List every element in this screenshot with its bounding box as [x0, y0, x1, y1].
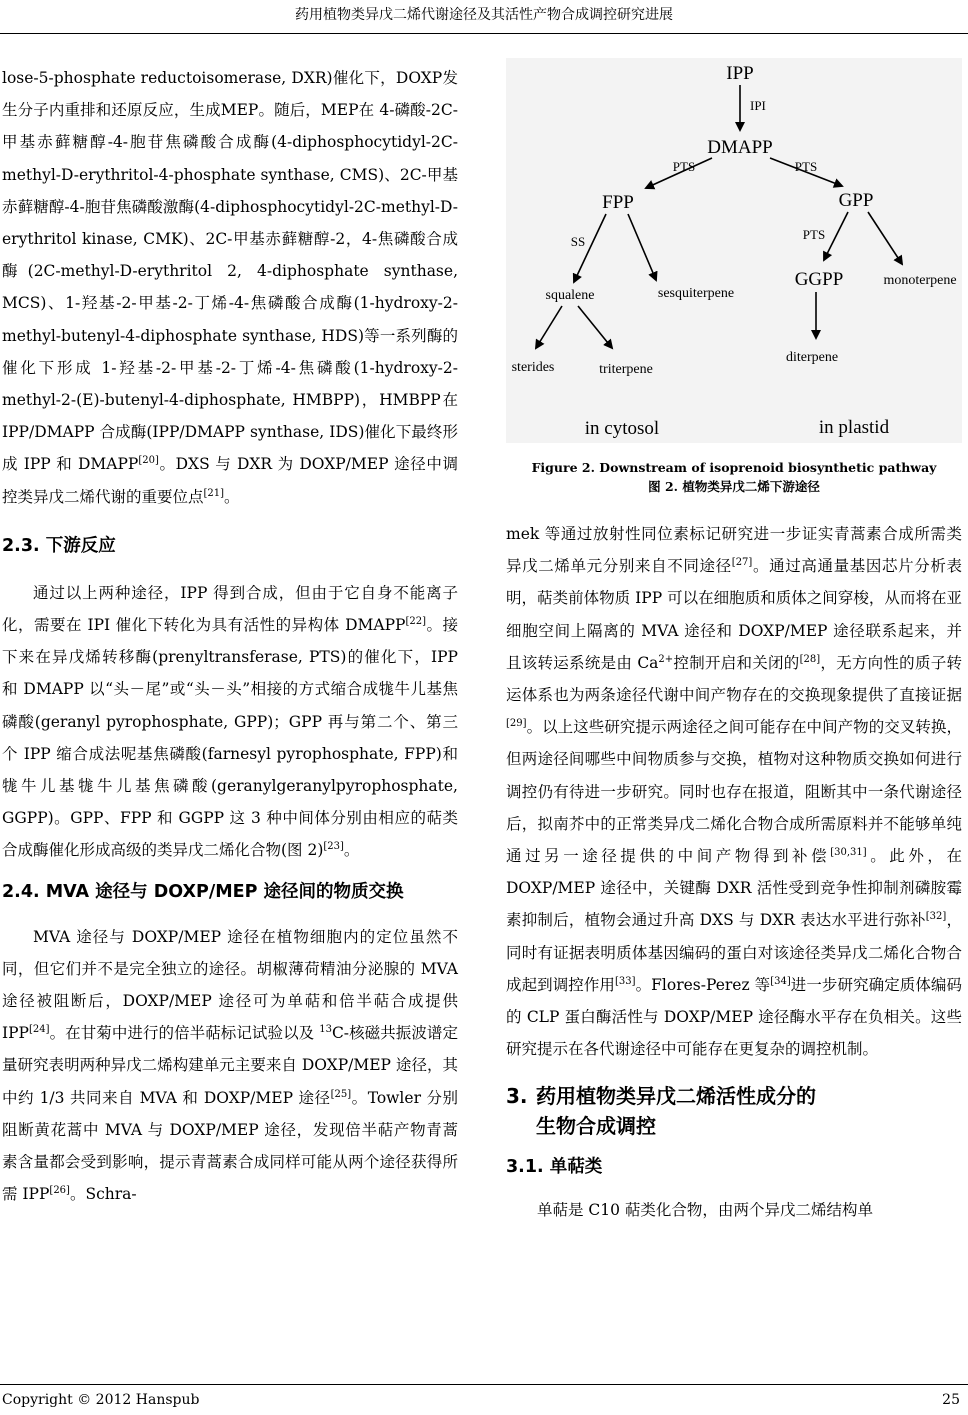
paragraph-monoterpenes: 单萜是 C10 萜类化合物，由两个异戊二烯结构单: [537, 1200, 873, 1219]
journal-title: 药用植物类异戊二烯代谢途径及其活性产物合成调控研究进展: [295, 7, 673, 23]
ion-charge-superscript: 2+: [658, 653, 674, 665]
node-squalene: squalene: [545, 288, 595, 303]
citation[interactable]: [27]: [731, 557, 753, 569]
enzyme-ipi: IPI: [750, 98, 766, 113]
running-head: [0, 0, 968, 34]
citation[interactable]: [33]: [614, 975, 636, 987]
left-column: [2, 62, 458, 1211]
enzyme-ss: SS: [570, 234, 586, 249]
enzyme-pts-ggpp: PTS: [802, 227, 826, 242]
section-heading-3-1: 3.1. 单萜类: [506, 1157, 603, 1178]
page-number: 25: [942, 1392, 960, 1408]
citation[interactable]: [25]: [330, 1088, 352, 1100]
enzyme-pts-left: PTS: [672, 159, 696, 174]
node-triterpene: triterpene: [599, 362, 653, 377]
node-ggpp: GGPP: [794, 269, 844, 290]
figure-caption: [506, 458, 962, 496]
node-dmapp: DMAPP: [707, 137, 773, 158]
figure-2-pathway-diagram: [506, 58, 962, 458]
figure-caption-en: Figure 2. Downstream of isoprenoid biosynthetic pathway: [531, 460, 937, 475]
node-ipp: IPP: [726, 63, 754, 84]
node-monoterpene: monoterpene: [883, 273, 957, 288]
section-title-line2: 生物合成调控: [536, 1114, 656, 1139]
citation[interactable]: [28]: [799, 653, 821, 665]
node-diterpene: diterpene: [785, 350, 839, 365]
section-heading-2-4: 2.4. MVA 途径与 DOXP/MEP 途径间的物质交换: [2, 881, 404, 902]
pathway-svg: [506, 58, 962, 458]
paragraph-downstream: 通过以上两种途径，IPP 得到合成，但由于它自身不能离子化，需要在 IPI 催化下转化为具有活性的异构体 DMAPP[22]。接下来在异戊烯转移酶(prenyltransferase, PTS)的催化下，IPP 和 DMAPP 以“头－尾”或“头－头”相接的方式缩合成牻牛儿基焦磷酸(geranyl pyrophosphate, GPP)；GPP 再与第二个、第三个 IPP 缩合成法呢基焦磷酸(farnesyl pyrophosphate, FPP)和牻牛儿基牻牛儿基焦磷酸(geranylgeranylpyrophosphate, GGPP)。GPP、FPP 和 GGPP 这 3 种中间体分别由相应的萜类合成酶催化形成高级的类异戊二烯化合物(图 2)[23]。: [2, 583, 458, 860]
citation[interactable]: [26]: [49, 1185, 70, 1197]
enzyme-pts-right: PTS: [794, 159, 818, 174]
citation[interactable]: [24]: [28, 1024, 50, 1036]
page-footer: [0, 1384, 968, 1415]
node-fpp: FPP: [602, 192, 634, 213]
section-number: 3.: [506, 1084, 528, 1109]
paragraph-mep-enzymes: lose-5-phosphate reductoisomerase, DXR)催化下，DOXP发生分子内重排和还原反应，生成MEP。随后，MEP在 4-磷酸-2C-甲基赤藓糖醇-4-胞苷焦磷酸合成酶(4-diphosphocytidyl-2C-methyl-D-erythritol-4-phosphate synthase, CMS)、2C-甲基赤藓糖醇-4-胞苷焦磷酸激酶(4-diphosphocytidyl-2C-methyl-D-erythritol kinase, CMK)、2C-甲基赤藓糖醇-2，4-焦磷酸合成酶(2C-methyl-D-erythritol 2, 4-diphosphate synthase, MCS)、1-羟基-2-甲基-2-丁烯-4-焦磷酸合成酶(1-hydroxy-2-methyl-butenyl-4-diphosphate synthase, HDS)等一系列酶的催化下形成 1-羟基-2-甲基-2-丁烯-4-焦磷酸(1-hydroxy-2-methyl-2-(E)-butenyl-4-diphosphate, HMBPP)，HMBPP在 IPP/DMAPP 合成酶(IPP/DMAPP synthase, IDS)催化下最终形成 IPP 和 DMAPP[20]。DXS 与 DXR 为 DOXP/MEP 途径中调控类异戊二烯代谢的重要位点[21]。: [2, 69, 458, 506]
node-gpp: GPP: [838, 190, 874, 211]
citation[interactable]: [29]: [506, 718, 527, 730]
isotope-superscript: 13: [319, 1024, 332, 1036]
citation[interactable]: [34]: [770, 975, 791, 987]
location-plastid: in plastid: [818, 417, 890, 438]
copyright: Copyright © 2012 Hanspub: [2, 1392, 200, 1408]
section-heading-2-3: 2.3. 下游反应: [2, 535, 116, 556]
paragraph-exchange-continued: mek 等通过放射性同位素标记研究进一步证实青蒿素合成所需类异戊二烯单元分别来自不同途径[27]。通过高通量基因芯片分析表明，萜类前体物质 IPP 可以在细胞质和质体之间穿梭，从而将在亚细胞空间上隔离的 MVA 途径和 DOXP/MEP 途径联系起来，并且该转运系统是由 $Ca^{2+}$控制开启和关闭的[28]，无方向性的质子转运体系也为两条途径代谢中间产物存在的交换现象提供了直接证据[29]。以上这些研究提示两途径之间可能存在中间产物的交叉转换，但两途径间哪些中间物质参与交换，植物对这种物质交换如何进行调控仍有待进一步研究。同时也存在报道，阻断其中一条代谢途径后，拟南芥中的正常类异戊二烯化合物合成所需原料并不能够单纯通过另一途径提供的中间产物得到补偿[30,31]。此外，在 DOXP/MEP 途径中，关键酶 DXR 活性受到竞争性抑制剂磷胺霉素抑制后，植物会通过升高 DXS 与 DXR 表达水平进行弥补[32]，同时有证据表明质体基因编码的蛋白对该途径类异戊二烯化合物合成起到调控作用[33]。Flores-Perez 等[34]进一步研究确定质体编码的 CLP 蛋白酶活性与 DOXP/MEP 途径酶水平存在负相关。这些研究提示在各代谢途径中可能存在更复杂的调控机制。: [506, 525, 962, 1059]
section-title-line1: 药用植物类异戊二烯活性成分的: [536, 1084, 816, 1109]
citation[interactable]: [22]: [405, 615, 426, 627]
location-cytosol: in cytosol: [584, 418, 660, 439]
node-sterides: sterides: [511, 360, 555, 375]
citation[interactable]: [30,31]: [830, 846, 867, 858]
paragraph-exchange: MVA 途径与 DOXP/MEP 途径在植物细胞内的定位虽然不同，但它们并不是完全独立的途径。胡椒薄荷精油分泌腺的 MVA 途径被阻断后，DOXP/MEP 途径可为单萜和倍半萜合成提供 IPP[24]。在甘菊中进行的倍半萜标记试验以及 $^{13}$C-核磁共振波谱定量研究表明两种异戊二烯构建单元主要来自 DOXP/MEP 途径，其中约 1/3 共同来自 MVA 和 DOXP/MEP 途径[25]。Towler 分别阻断黄花蒿中 MVA 与 DOXP/MEP 途径，发现倍半萜产物青蒿素含量都会受到影响，提示青蒿素合成同样可能从两个途径获得所需 IPP[26]。Schra-: [2, 927, 458, 1204]
citation[interactable]: [32]: [925, 911, 947, 923]
right-column: [506, 518, 962, 1226]
citation[interactable]: [20]: [138, 455, 159, 467]
node-sesquiterpene: sesquiterpene: [657, 286, 735, 301]
section-heading-3: [506, 1081, 962, 1141]
citation[interactable]: [23]: [323, 841, 344, 853]
figure-caption-cn: 图 2. 植物类异戊二烯下游途径: [648, 479, 820, 494]
citation[interactable]: [21]: [203, 487, 225, 499]
